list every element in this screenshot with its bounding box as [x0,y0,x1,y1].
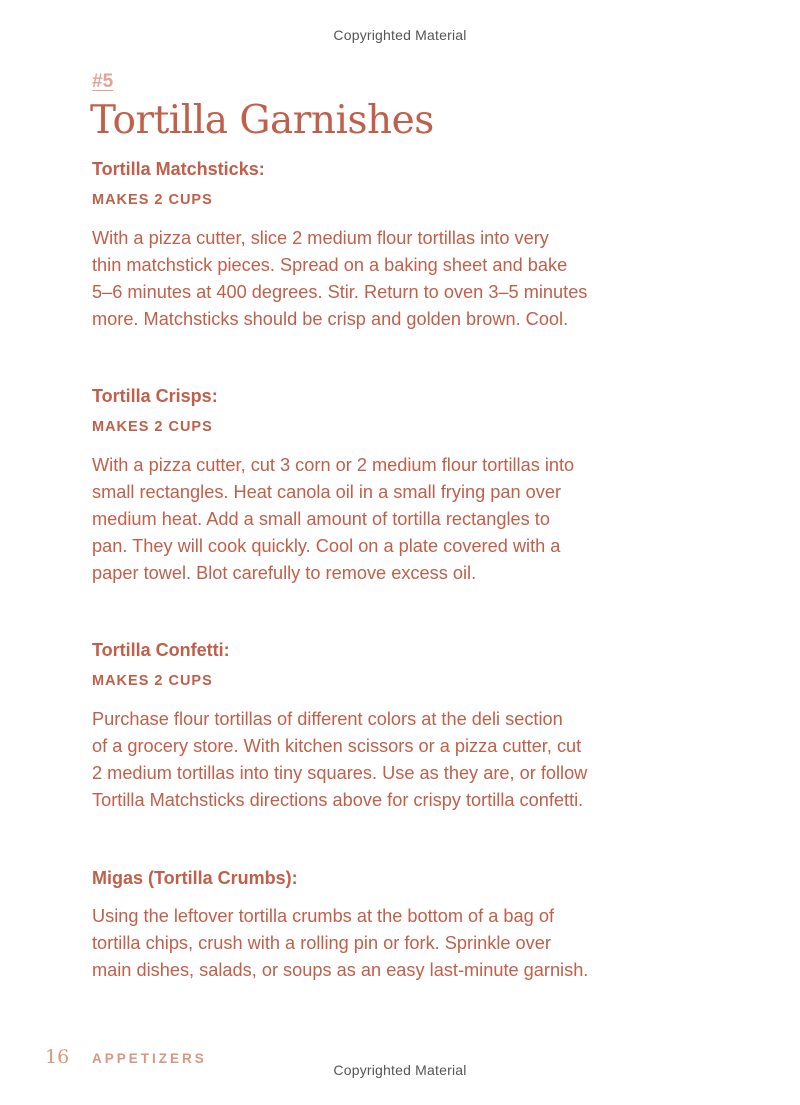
section-yield: MAKES 2 CUPS [92,419,213,435]
section-yield: MAKES 2 CUPS [92,192,213,208]
body-line: medium heat. Add a small amount of tortilla rectangles to [92,509,550,529]
section-name: APPETIZERS [92,1051,207,1066]
body-line: 5–6 minutes at 400 degrees. Stir. Return to oven 3–5 minutes [92,282,588,302]
body-line: Using the leftover tortilla crumbs at the bottom of a bag of [92,906,554,926]
section-heading: Tortilla Crisps: [92,386,218,406]
section-body [92,225,587,333]
body-line: paper towel. Blot carefully to remove excess oil. [92,563,477,583]
recipe-number: #5 [92,71,114,92]
watermark-top: Copyrighted Material [333,27,467,43]
section-heading: Tortilla Confetti: [92,640,230,660]
section-body [92,452,574,587]
page-number: 16 [45,1046,70,1068]
page-title: Tortilla Garnishes [90,98,434,143]
body-line: With a pizza cutter, cut 3 corn or 2 medium flour tortillas into [92,455,575,475]
section-heading: Tortilla Matchsticks: [92,159,265,179]
body-line: thin matchstick pieces. Spread on a baking sheet and bake [92,255,568,275]
body-line: main dishes, salads, or soups as an easy last-minute garnish. [92,960,589,980]
section-yield: MAKES 2 CUPS [92,673,213,689]
body-line: tortilla chips, crush with a rolling pin or fork. Sprinkle over [92,933,551,953]
body-line: more. Matchsticks should be crisp and golden brown. Cool. [92,309,569,329]
watermark-bottom: Copyrighted Material [333,1062,467,1078]
body-line: With a pizza cutter, slice 2 medium flour tortillas into very [92,228,549,248]
body-line: small rectangles. Heat canola oil in a small frying pan over [92,482,562,502]
section-heading: Migas (Tortilla Crumbs): [92,868,298,888]
body-line: pan. They will cook quickly. Cool on a plate covered with a [92,536,561,556]
section-body [92,903,588,984]
body-line: Purchase flour tortillas of different colors at the deli section [92,709,563,729]
body-line: 2 medium tortillas into tiny squares. Use as they are, or follow [92,763,588,783]
body-line: Tortilla Matchsticks directions above for crispy tortilla confetti. [92,790,584,810]
section-body [92,706,587,814]
body-line: of a grocery store. With kitchen scissors or a pizza cutter, cut [92,736,582,756]
